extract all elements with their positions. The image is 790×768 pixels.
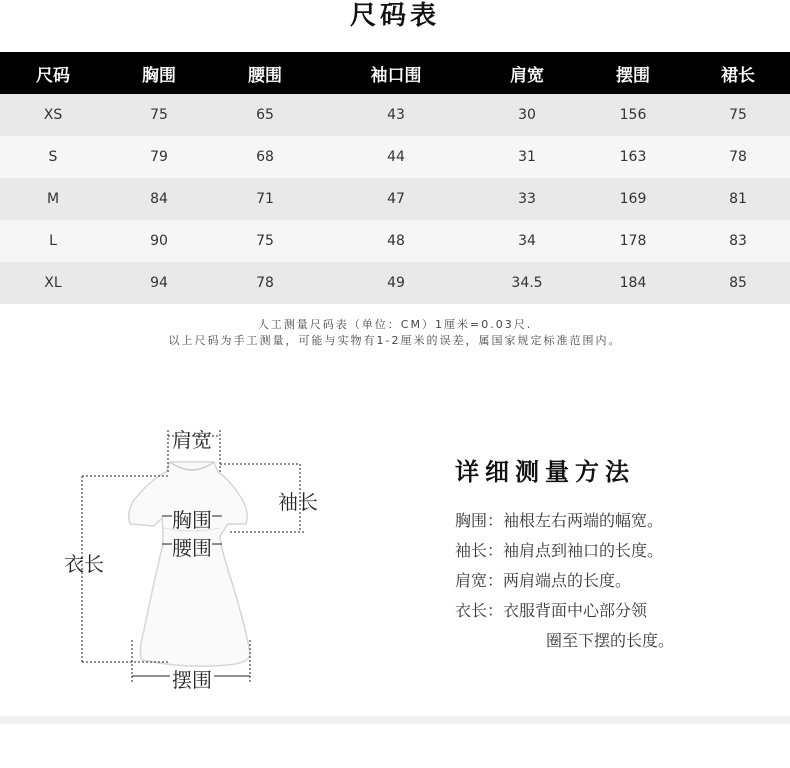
method-line-sleeve: 袖长：袖肩点到袖口的长度。 <box>455 541 664 560</box>
table-cell: 83 <box>729 233 747 249</box>
table-cell: 44 <box>387 149 405 165</box>
table-cell: 34 <box>518 233 536 249</box>
tolerance-note: 以上尺码为手工测量，可能与实物有1-2厘米的误差，属国家规定标准范围内。 <box>168 334 622 347</box>
table-cell: 34.5 <box>511 275 543 291</box>
table-cell: 31 <box>518 149 536 165</box>
table-cell: L <box>49 233 57 249</box>
label-waist: 腰围 <box>172 536 212 560</box>
table-cell: 43 <box>387 107 405 123</box>
table-cell: 48 <box>387 233 405 249</box>
header-cuff: 袖口围 <box>370 65 422 86</box>
table-cell: S <box>48 149 58 165</box>
table-cell: 79 <box>150 149 168 165</box>
table-row <box>0 220 790 262</box>
label-hem: 摆围 <box>172 668 212 692</box>
table-cell: 81 <box>729 191 747 207</box>
header-shoulder: 肩宽 <box>510 65 544 86</box>
table-header-row <box>0 52 790 94</box>
table-row <box>0 94 790 136</box>
table-row <box>0 262 790 304</box>
table-cell: XS <box>43 107 63 123</box>
table-cell: 169 <box>619 191 647 207</box>
table-cell: 178 <box>619 233 647 249</box>
page-title: 尺码表 <box>349 1 440 31</box>
method-line-length-cont: 圈至下摆的长度。 <box>546 631 675 650</box>
dress-illustration <box>60 420 380 700</box>
table-cell: 163 <box>619 149 647 165</box>
table-cell: 68 <box>256 149 274 165</box>
method-line-chest: 胸围：袖根左右两端的幅宽。 <box>455 511 664 530</box>
table-cell: 71 <box>256 191 274 207</box>
table-cell: XL <box>44 275 62 291</box>
table-cell: 65 <box>256 107 274 123</box>
table-row <box>0 136 790 178</box>
header-length: 裙长 <box>721 65 755 86</box>
footer-divider <box>0 716 790 724</box>
table-cell: 75 <box>729 107 747 123</box>
table-row <box>0 178 790 220</box>
method-line-length: 衣长：衣服背面中心部分领 <box>455 601 648 620</box>
label-chest: 胸围 <box>172 508 212 532</box>
measurement-diagram <box>60 420 380 700</box>
table-cell: 49 <box>387 275 405 291</box>
table-cell: 75 <box>256 233 274 249</box>
method-line-shoulder: 肩宽：两肩端点的长度。 <box>455 571 632 590</box>
table-cell: 30 <box>518 107 536 123</box>
label-shoulder: 肩宽 <box>172 428 212 452</box>
table-cell: 75 <box>150 107 168 123</box>
table-cell: 90 <box>150 233 168 249</box>
header-hem: 摆围 <box>616 65 650 86</box>
table-cell: 85 <box>729 275 747 291</box>
table-cell: 156 <box>619 107 647 123</box>
table-cell: 78 <box>729 149 747 165</box>
table-cell: 94 <box>150 275 168 291</box>
table-cell: 78 <box>256 275 274 291</box>
label-sleeve: 袖长 <box>278 490 318 514</box>
header-waist: 腰围 <box>248 65 282 86</box>
unit-note: 人工测量尺码表（单位：CM）1厘米=0.03尺. <box>257 318 533 331</box>
header-size: 尺码 <box>36 65 70 86</box>
method-title: 详细测量方法 <box>455 458 635 486</box>
table-cell: 184 <box>619 275 647 291</box>
dress-shape <box>129 462 251 666</box>
table-cell: 47 <box>387 191 405 207</box>
table-cell: M <box>46 191 60 207</box>
table-cell: 33 <box>518 191 536 207</box>
table-cell: 84 <box>150 191 168 207</box>
size-table <box>0 52 790 304</box>
header-chest: 胸围 <box>142 65 176 86</box>
label-length: 衣长 <box>64 552 104 576</box>
